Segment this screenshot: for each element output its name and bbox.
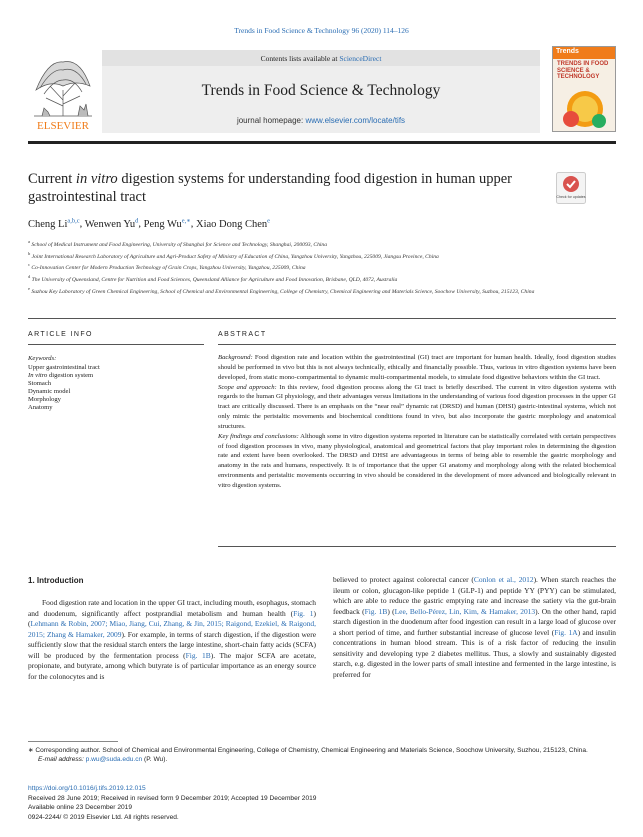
author-3[interactable]: Peng $Wu^{e,∗}$ [143,217,191,230]
elsevier-tree-icon [28,50,98,134]
homepage-link[interactable]: www.elsevier.com/locate/tifs [305,116,406,125]
cover-fruit-icon [561,85,609,129]
affiliation-b: $^b$ Joint International Research Laboratory of Agriculture and Agri-Product Safety of Ministry of Education of China, Yangzhou University, Yangzhou, 225009, Jiangsu Province, China [28,250,439,260]
available-online: Available online 23 December 2019 [28,804,132,811]
abstract-background: Background: Food digestion rate and location within the gastrointestinal (GI) tract are important for human health. Ideally, food digestion studies should be performed in vivo but this is not always technically, ethically and financially possible. Thus, various in vitro digestion systems have been developed, from static mono-compartmental to dynamic multi-compartmental models, to simulate food digestive behaviors within the GI tract. [218,354,616,381]
ref-link[interactable]: Fig. 1 [293,608,314,618]
journal-homepage [102,116,540,125]
abstract-heading: ABSTRACT [218,331,267,338]
affiliation-list [28,238,618,296]
keyword-item: Morphology [28,396,61,403]
keyword-item: In vitro digestion system [28,372,94,379]
corresponding-author: ∗ Corresponding author. School of Chemical and Environmental Engineering, College of Chemistry, Chemical Engineering and Materials Science, Soochow University, Suzhou, 215123, China. [28,747,588,754]
contents-prefix: Contents lists available at [260,54,338,63]
abstract-body [218,353,616,491]
intro-paragraph-1: Food digestion rate and location in the upper GI tract, including mouth, esophagus, stomach and duodenum, significantly affect postprandial metabolism and human health (Fig. 1) (Lehmann & Robin, 2007; Miao, Jiang, Cui, Zhang, & Jin, 2015; Raigond, Ezekiel, & Raigond, 2015; Zhang & Hamaker, 2009). For example, in terms of starch digestion, if the digestion were sufficiently slow that the residual starch enters the large intestine, short-chain fatty acids (SCFA) will be produced by the fermentation process (Fig. 1B). The major SCFA are acetate, propionate, and butyrate, among which butyrate is of particular importance as an energy source for the colonocytes and is [28,598,316,681]
author-list: Cheng Li$^{a,b,c}$, Wenwen Yu$^d$, Peng $Wu^{e,∗}$, Xiao Dong Chen$^e$ [28,217,271,230]
ref-link[interactable]: Fig. 1B [364,606,388,616]
author-1[interactable]: Cheng Li$^{a,b,c}$ [28,217,80,230]
cover-band [553,47,615,59]
journal-reference[interactable]: Trends in Food Science & Technology 96 (2020) 114–126 [234,26,409,35]
keyword-list [28,364,100,412]
elsevier-wordmark: ELSEVIER [37,120,89,132]
cover-band-label: Trends [556,48,579,55]
affiliation-c: $^c$ Co-Innovation Center for Modern Production Technology of Grain Crops, Yangzhou University, Yangzhou, 225009, China [28,262,306,272]
title-part-1: Current [28,171,76,187]
abstract-divider [218,344,616,345]
keyword-item: Dynamic model [28,388,71,395]
footnote [28,746,618,764]
keyword-item: Stomach [28,380,52,387]
received-dates: Received 28 June 2019; Received in revised form 9 December 2019; Accepted 19 December 2019 [28,794,317,802]
affiliation-e: $^e$ Suzhou Key Laboratory of Green Chemical Engineering, School of Chemical and Environmental Engineering, College of Chemistry, Chemical Engineering and Materials Science, Soochow University, Suzhou, 215123, China [28,285,535,295]
email-link[interactable]: p.wu@suda.edu.cn [85,756,143,763]
article-info-divider [28,344,204,345]
abstract-scope: Scope and approach: In this review, food digestion process along the GI tract is briefly described. The current in vitro digestion systems with regards to the human GI physiology, and their advantages versus limitations in the understanding of various food digestion processes in the upper GI tract are critically discussed. There is an emphasis on the “near real” dynamic rat (DRSD) and human (DHSI) gastric-intestinal systems, which not only mimic the peristaltic movements and biochemical conditions found in vivo, but also incorporate the gastric morphology and anatomical structures. [218,383,616,430]
footnote-divider [28,741,118,742]
check-badge-label: Check for updates [556,195,586,199]
affiliation-d: $^d$ The University of Queensland, Centre for Nutrition and Food Sciences, Queensland Alliance for Agriculture and Food Innovation, Brisbane, QLD, 4072, Australia [28,273,398,283]
ref-link[interactable]: Fig. 1B [185,650,211,660]
ref-link[interactable]: Lee, Bello-Pérez, Lin, Kim, & Hamaker, 2013 [394,606,536,616]
title-italic: in vitro [75,171,118,187]
ref-link[interactable]: Conlon et al., 2012 [473,575,534,584]
intro-paragraph-1-cont: believed to protect against colorectal cancer (Conlon et al., 2012). When starch reaches the ileum or colon, glucagon-like peptide 1 (GLP-1) and peptide YY (PYY) can be stimulated, which are able to reduce the gastric emptying rate and increase the satiety via the gut-brain feedback (Fig. 1B) (Lee, Bello-Pérez, Lin, Kim, & Hamaker, 2013). On the other hand, rapid starch digestion in the duodenum after food ingestion can result in a large load of glucose over a short period of time, and further substantial increase of glucose level (Fig. 1A) and insulin concentrations in human blood stream. This is of a risk factor of reducing the insulin sensitivity and developing type 2 diabetes mellitus. Thus, a slowly and sustainably digested starch, e.g. digested in the lower parts of small intestine and fermented in the large intestine, is preferred for [333,575,617,679]
article-info-heading: ARTICLE INFO [28,331,93,338]
check-for-updates-badge[interactable] [556,172,586,204]
publication-info [28,784,618,822]
cover-title: TRENDS IN FOOD SCIENCE & TECHNOLOGY [557,61,609,80]
header-divider [28,141,616,144]
contents-line [102,54,540,63]
homepage-prefix: journal homepage: [236,116,304,125]
ref-link[interactable]: Fig. 1A [554,627,578,637]
keyword-item: Upper gastrointestinal tract [28,364,100,371]
title-part-2: digestion systems for understanding food digestion in human upper gastrointestinal tract [28,171,512,205]
introduction-heading: 1. Introduction [28,576,84,585]
article-title [28,170,548,206]
body-column-right [333,575,616,680]
abstract-findings: Key findings and conclusions: Although some in vitro digestion systems reported in literature can be statistically correlated with certain perspectives of food digestion processes in vivo, many physiological, anatomical and geometrical factors that play important roles in determining the digestion rate and extent have been overlooked. The DRSD and DHSI are advantageous in terms of being able to resemble the gastric morphology and anatomy in the rats and humans, respectively. It is of importance that the upper GI anatomy and morphology along with the related biochemical environments and peristaltic movements occurring in vivo should be considered in the development of more advanced and biologically relevant in vitro digestion systems. [218,432,616,489]
copyright: 0924-2244/ © 2019 Elsevier Ltd. All rights reserved. [28,813,179,821]
check-for-updates-icon [556,172,586,204]
author-2[interactable]: Wenwen Yu$^d$ [84,217,139,230]
body-column-left [28,598,316,682]
elsevier-logo [28,50,98,134]
email-line: E-mail address: p.wu@suda.edu.cn (P. Wu). [38,756,168,763]
keywords-label: Keywords: [28,355,57,362]
doi-link[interactable]: https://doi.org/10.1016/j.tifs.2019.12.015 [28,785,146,792]
abstract-end-divider [218,546,616,547]
affiliation-divider [28,318,616,319]
journal-title: Trends in Food Science & Technology [201,82,441,99]
ref-link[interactable]: Lehmann & Robin, 2007; Miao, Jiang, Cui, Zhang, & Jin, 2015; Raigond, Ezekiel, & Raigond, 2015; Zhang & Hamaker, 2009 [28,619,316,639]
author-4[interactable]: Xiao Dong Chen$^e$ [195,217,271,230]
journal-cover-thumbnail[interactable] [552,46,616,132]
affiliation-a: $^a$ School of Medical Instrument and Food Engineering, University of Shanghai for Science and Technology, Shanghai, 200093, China [28,239,328,248]
sciencedirect-link[interactable]: ScienceDirect [339,54,382,63]
keyword-item: Anatomy [28,404,53,411]
